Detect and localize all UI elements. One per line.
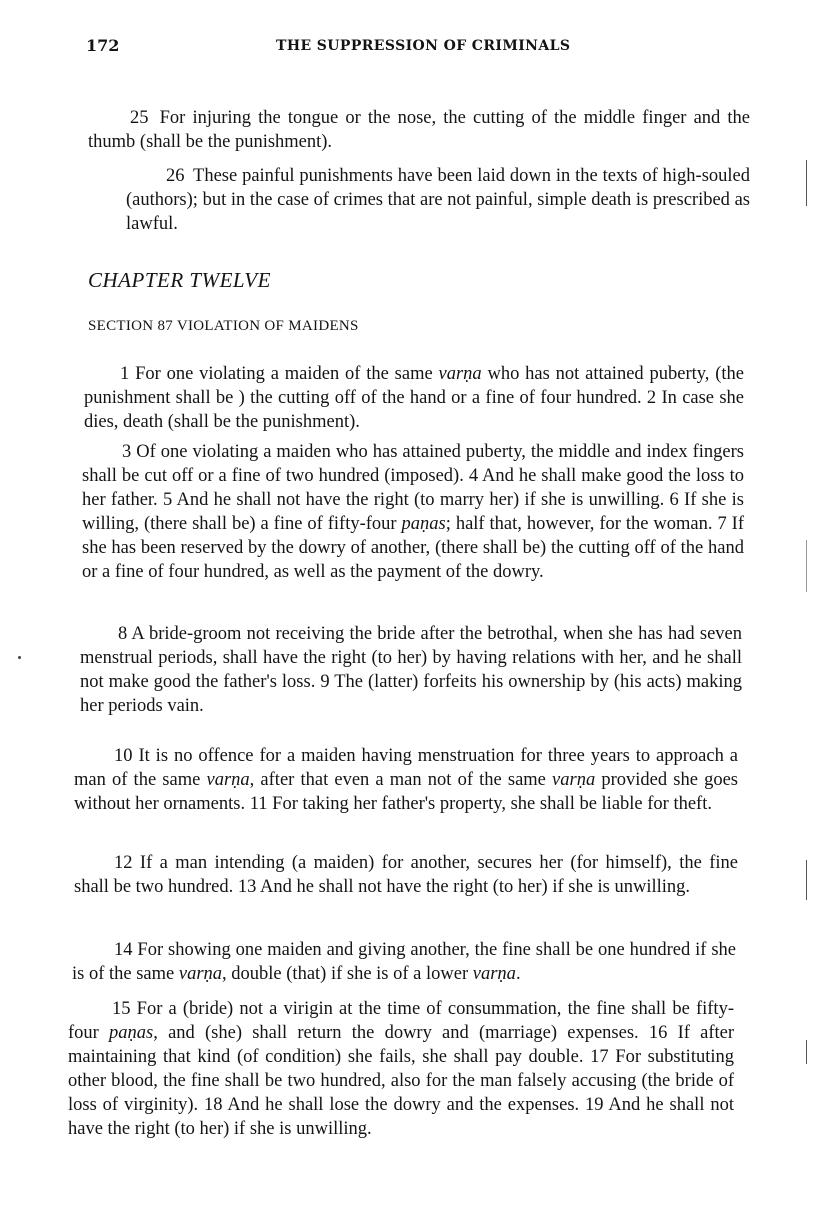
body-paragraph: 3 Of one violating a maiden who has attained puberty, the middle and index fingers shall be cut off or a fine of two hundred (imposed). 4 And he shall make good the loss to her father. 5 And he shall not have the right (to marry her) if she is unwilling. 6 If she is willing, (there shall be) a fine of fifty-four paṇas; half that, however, for the woman. 7 If she has been reserved by the dowry of another, (there shall be) the cutting off of the hand or a fine of four hundred, as well as the payment of the dowry. (82, 442, 744, 582)
body-paragraph: 10 It is no offence for a maiden having menstruation for three years to approach a man of the same varṇa, after that even a man not of the same varṇa provided she goes without her ornaments. 11 For taking her father's property, she shall be liable for theft. (74, 746, 738, 814)
paragraph-number: 26 (166, 166, 185, 186)
paragraph-number: 25 (130, 108, 149, 128)
chapter-title: CHAPTER TWELVE (88, 268, 271, 292)
scan-artifact (806, 860, 807, 900)
paragraph-text: For injuring the tongue or the nose, the cutting of the middle finger and the thumb (shall be the punishment). (88, 108, 750, 152)
body-paragraph: 14 For showing one maiden and giving another, the fine shall be one hundred if she is of the same varṇa, double (that) if she is of a lower varṇa. (72, 940, 736, 984)
body-paragraph: 12 If a man intending (a maiden) for another, secures her (for himself), the fine shall be two hundred. 13 And he shall not have the right (to her) if she is unwilling. (74, 853, 738, 897)
paragraph-text: These painful punishments have been laid down in the texts of high-souled (authors); but in the case of crimes that are not painful, simple death is prescribed as lawful. (126, 166, 750, 234)
body-paragraph: 15 For a (bride) not a virigin at the time of consummation, the fine shall be fifty-four paṇas, and (she) shall return the dowry and (marriage) expenses. 16 If after maintaining that kind (of condition) she fails, she shall pay double. 17 For substituting other blood, the fine shall be two hundred, also for the man falsely accusing (the bride of loss of virginity). 18 And he shall lose the dowry and the expenses. 19 And he shall not have the right (to her) if she is unwilling. (68, 999, 734, 1139)
scan-speck (18, 656, 21, 659)
scan-artifact (806, 160, 807, 206)
paragraph-25 (88, 106, 750, 154)
body-paragraph: 1 For one violating a maiden of the same varṇa who has not attained puberty, (the punishment shall be ) the cutting off of the hand or a fine of four hundred. 2 In case she dies, death (shall be the punishment). (84, 364, 744, 432)
body-paragraph: 8 A bride-groom not receiving the bride after the betrothal, when she has had seven menstrual periods, shall have the right (to her) by having relations with her, and he shall not make good the father's loss. 9 The (latter) forfeits his ownership by (his acts) making her periods vain. (80, 624, 742, 716)
scan-artifact (806, 540, 807, 592)
section-heading: SECTION 87 VIOLATION OF MAIDENS (88, 318, 359, 334)
paragraph-26 (126, 164, 750, 236)
scan-artifact (806, 1040, 807, 1064)
running-head: THE SUPPRESSION OF CRIMINALS (276, 38, 571, 54)
page-number: 172 (86, 36, 120, 55)
